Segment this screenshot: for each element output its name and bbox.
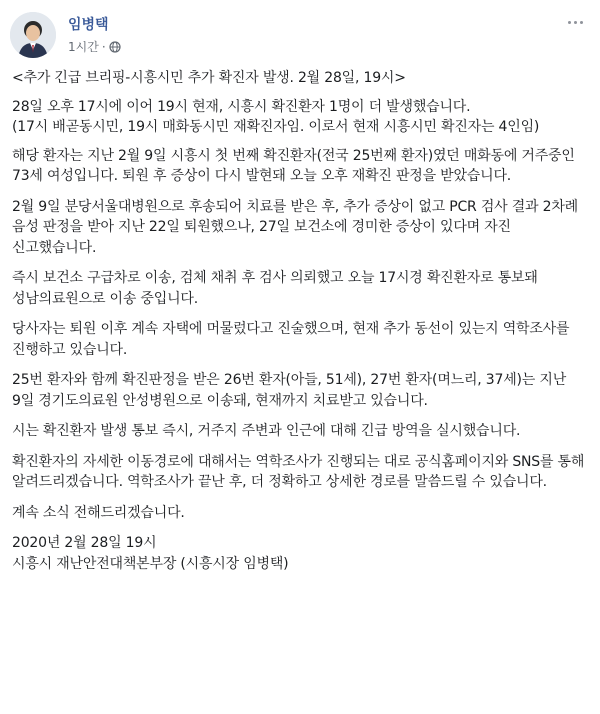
post-body xyxy=(12,68,592,584)
author-name[interactable]: 임병택 xyxy=(68,17,109,33)
post-paragraph: 시는 확진환자 발생 통보 즉시, 거주지 주변과 인근에 대해 긴급 방역을 실시했습니다. xyxy=(12,423,521,439)
post-paragraph: 25번 환자와 함께 확진판정을 받은 26번 환자(아들, 51세), 27번 환자(며느리, 37세)는 지난 9일 경기도의료원 안성병원으로 이송돼, 현재까지 치료받고 있습니다. xyxy=(12,372,571,409)
more-options-icon-dot xyxy=(580,21,583,24)
post-meta xyxy=(68,38,121,55)
post-paragraph: 해당 환자는 지난 2월 9일 시흥시 첫 번째 확진환자(전국 25번째 환자)였던 매화동에 거주중인 73세 여성입니다. 퇴원 후 증상이 다시 발현돼 오늘 오후 재확진 판정을 받았습니다. xyxy=(12,147,579,184)
more-options-icon xyxy=(568,21,571,24)
post-paragraph: 28일 오후 17시에 이어 19시 현재, 시흥시 확진환자 1명이 더 발생했습니다. (17시 배곧동시민, 19시 매화동시민 재확진자임. 이로서 현재 시흥시민 확진자는 4인임) xyxy=(12,98,540,135)
avatar-portrait-icon xyxy=(10,12,56,58)
post-paragraph: 확진환자의 자세한 이동경로에 대해서는 역학조사가 진행되는 대로 공식홈페이지와 SNS를 통해 알려드리겠습니다. 역학조사가 끝난 후, 더 정확하고 상세한 경로를 말씀드릴 수 있습니다. xyxy=(12,453,589,490)
avatar[interactable] xyxy=(10,12,56,58)
post-header xyxy=(10,8,590,64)
globe-icon[interactable] xyxy=(109,41,121,53)
post-paragraph: 즉시 보건소 구급차로 이송, 검체 채취 후 검사 의뢰했고 오늘 17시경 확진환자로 통보돼 성남의료원으로 이송 중입니다. xyxy=(12,270,542,307)
post-title: <추가 긴급 브리핑-시흥시민 추가 확진자 발생. 2월 28일, 19시> xyxy=(12,70,406,86)
post-paragraph: 2월 9일 분당서울대병원으로 후송되어 치료를 받은 후, 추가 증상이 없고 PCR 검사 결과 2차례 음성 판정을 받아 지난 22일 퇴원했으나, 27일 보건소에 경미한 증상이 있다며 자진 신고했습니다. xyxy=(12,198,583,256)
more-options-button[interactable] xyxy=(564,14,586,30)
post-paragraph: 당사자는 퇴원 이후 계속 자택에 머물렀다고 진술했으며, 현재 추가 동선이 있는지 역학조사를 진행하고 있습니다. xyxy=(12,321,574,358)
post-paragraph: 계속 소식 전해드리겠습니다. xyxy=(12,504,185,521)
post-signature: 2020년 2월 28일 19시 시흥시 재난안전대책본부장 (시흥시장 임병택) xyxy=(12,535,289,572)
more-options-icon-dot xyxy=(574,21,577,24)
meta-separator: · xyxy=(101,39,106,54)
post-time[interactable]: 1시간 xyxy=(68,40,99,54)
